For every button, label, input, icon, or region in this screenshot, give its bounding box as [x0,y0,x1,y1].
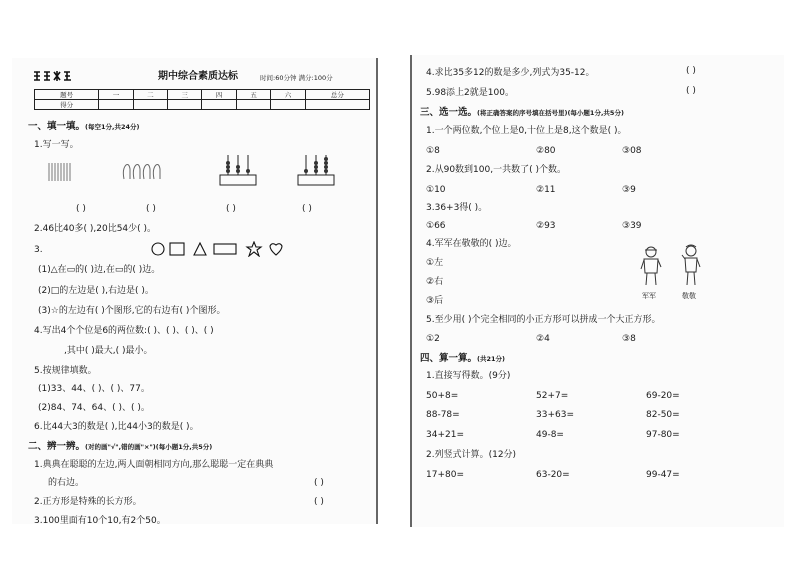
choice-1-option[interactable]: ②80 [536,146,556,156]
score-header-cell: 五 [236,90,270,100]
q4-line-1: 4.写出4个个位是6的两位数:( )、( )、( )、( ) [34,326,214,336]
abacus-icon [218,153,258,187]
score-cell[interactable] [236,100,270,110]
q5-line-2: (2)84、74、64、( )、( )。 [38,403,150,413]
child-junjun-icon [640,245,662,287]
exam-meta: 时间:60分钟 满分:100分 [260,74,333,82]
right-page [410,55,784,527]
q1-blank[interactable]: ( ) [146,204,156,214]
q3-label: 3. [34,245,43,255]
section-1-heading: 一、填一填。 [28,121,86,132]
calc-item: 49-8= [536,430,564,440]
choice-5-option[interactable]: ③8 [622,334,636,344]
choice-3-text: 3.36+3得( )。 [426,203,488,213]
score-table-header [35,90,370,100]
child-jingjing-icon [680,243,702,287]
vertical-calc-item: 63-20= [536,470,570,480]
choice-2-text: 2.从90数到100,一共数了( )个数。 [426,165,566,175]
choice-3-option[interactable]: ②93 [536,221,556,231]
judge-3-text: 3.100里面有10个10,有2个50。 [34,516,166,524]
choice-5-text: 5.至少用( )个完全相同的小正方形可以拼成一个大正方形。 [426,315,661,325]
score-header-cell: 二 [133,90,167,100]
calc-item: 33+63= [536,410,574,420]
judge-4-text: 4.求比35多12的数是多少,列式为35-12。 [426,68,595,78]
section-4-note: (共21分) [477,355,506,363]
q3-line-2: (2)□的左边是( ),右边是( )。 [38,286,154,296]
exam-title: 期中综合素质达标 [158,71,238,82]
judge-2-text: 2.正方形是特殊的长方形。 [34,497,142,507]
calc-2-note: (12分) [488,450,517,460]
judge-1-line-1: 1.典典在聪聪的左边,两人面朝相同方向,那么聪聪一定在典典 [34,460,274,470]
section-2-note: (对的画"√",错的画"×")(每小题1分,共5分) [85,443,213,451]
score-cell[interactable] [271,100,305,110]
score-table [34,89,370,110]
choice-1-text: 1.一个两位数,个位上是0,十位上是8,这个数是( )。 [426,126,627,136]
section-2-title [28,441,212,453]
junjun-label: 军军 [642,292,656,300]
calc-item: 34+21= [426,430,464,440]
q1-blank[interactable]: ( ) [76,204,86,214]
choice-4-text: 4.军军在敬敬的( )边。 [426,239,517,249]
score-header-cell: 六 [271,90,305,100]
choice-2-option[interactable]: ②11 [536,185,556,195]
choice-2-option[interactable]: ①10 [426,185,446,195]
score-cell[interactable] [99,100,133,110]
section-3-note: (将正确答案的序号填在括号里)(每小题1分,共5分) [477,109,624,117]
section-3-title [420,107,624,119]
section-2-heading: 二、辨一辨。 [28,441,86,452]
calc-item: 50+8= [426,391,459,401]
abacus-icon [296,153,336,187]
q3-line-3: (3)☆的左边有( )个图形,它的右边有( )个图形。 [38,306,226,316]
score-header-cell: 三 [168,90,202,100]
judge-5-mark[interactable]: ( ) [686,86,696,96]
section-1-note: (每空1分,共24分) [85,123,140,131]
score-cell[interactable] [133,100,167,110]
score-header-cell: 题号 [35,90,99,100]
choice-2-option[interactable]: ③9 [622,185,636,195]
judge-1-mark[interactable]: ( ) [314,478,324,488]
choice-1-option[interactable]: ③08 [622,146,642,156]
shapes-row-icon [150,241,286,257]
choice-4-option[interactable]: ②右 [426,277,444,287]
choice-3-option[interactable]: ③39 [622,221,642,231]
q5-line-1: (1)33、44、( )、( )、77。 [38,384,150,394]
q3-line-1: (1)△在▭的( )边,在▭的( )边。 [38,265,161,275]
calc-1-note: (9分) [488,371,511,381]
score-cell[interactable] [168,100,202,110]
choice-3-option[interactable]: ①66 [426,221,446,231]
q1-blank[interactable]: ( ) [302,204,312,214]
section-3-heading: 三、选一选。 [420,107,478,118]
section-4-heading: 四、算一算。 [420,353,478,364]
left-page [12,58,378,524]
score-header-cell: 总分 [305,90,369,100]
judge-1-line-2: 的右边。 [48,478,85,488]
score-header-cell: 一 [99,90,133,100]
calc-1-label [426,371,510,382]
score-cell[interactable] [305,100,369,110]
choice-1-option[interactable]: ①8 [426,146,440,156]
choice-4-option[interactable]: ③后 [426,296,444,306]
score-cell[interactable] [202,100,236,110]
choice-5-option[interactable]: ②4 [536,334,550,344]
judge-2-mark[interactable]: ( ) [314,497,324,507]
section-1-title [28,121,140,133]
vertical-calc-item: 17+80= [426,470,464,480]
vertical-calc-item: 99-47= [646,470,680,480]
q2-text: 2.46比40多( ),20比54少( )。 [34,224,157,234]
jingjing-label: 敬敬 [682,292,696,300]
score-table-row [35,100,370,110]
judge-5-text: 5.98添上2就是100。 [426,88,514,98]
fingers-icon [120,159,164,183]
calc-item: 88-78= [426,410,460,420]
calc-item: 82-50= [646,410,680,420]
choice-4-option[interactable]: ①左 [426,258,444,268]
counting-sticks-icon [46,161,74,183]
calc-item: 97-80= [646,430,680,440]
brand-logo [32,70,74,85]
q5-label: 5.按规律填数。 [34,366,97,376]
calc-2-label [426,450,516,461]
logo-glyphs [32,70,74,82]
calc-2-heading: 2.列竖式计算。 [426,450,489,460]
q1-label: 1.写一写。 [34,140,79,150]
section-4-title [420,353,505,365]
score-row-label: 得分 [35,100,99,110]
score-header-cell: 四 [202,90,236,100]
q4-line-2: ,其中( )最大,( )最小。 [64,346,153,356]
q6-text: 6.比44大3的数是( ),比44小3的数是( )。 [34,422,199,432]
calc-item: 69-20= [646,391,680,401]
choice-5-option[interactable]: ①2 [426,334,440,344]
calc-item: 52+7= [536,391,569,401]
q1-blank[interactable]: ( ) [226,204,236,214]
judge-4-mark[interactable]: ( ) [686,66,696,76]
calc-1-heading: 1.直接写得数。 [426,371,489,381]
